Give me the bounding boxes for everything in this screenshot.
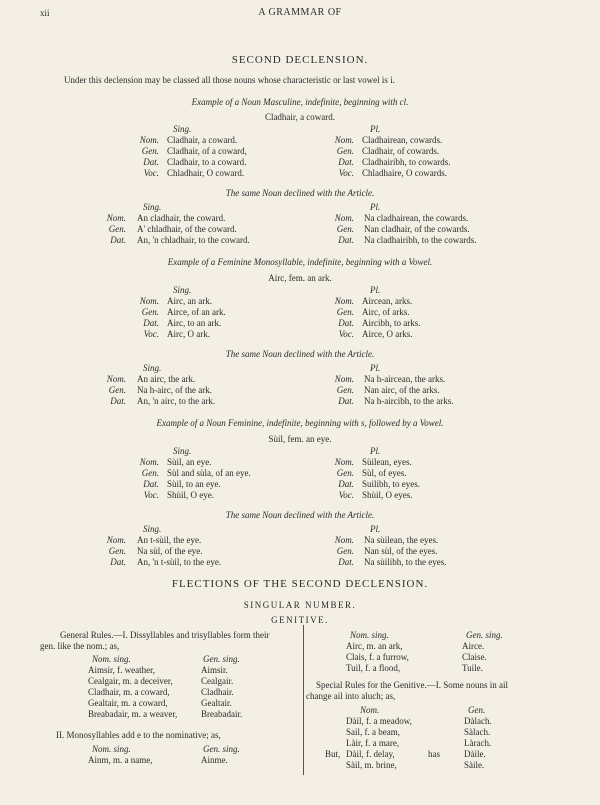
nom-entry: Dàil, f. delay, xyxy=(346,749,395,759)
nom-entry: Aimsir, f. weather, xyxy=(88,665,156,675)
form-entry: Cladhair, of cowards. xyxy=(362,146,440,156)
case-heading: GENITIVE. xyxy=(271,615,329,625)
pl-label: Pl. xyxy=(370,124,381,134)
gen-entry: Sàlach. xyxy=(464,727,491,737)
case-label: Gen. xyxy=(141,307,159,317)
case-label: Dat. xyxy=(338,318,354,328)
col-gen-sing: Gen. sing. xyxy=(203,744,240,754)
fem2-article-heading: The same Noun declined with the Article. xyxy=(225,510,375,520)
form-entry: Sùl, of eyes. xyxy=(362,468,407,478)
form-entry: A' chladhair, of the coward. xyxy=(137,224,237,234)
form-entry: Cladhairean, cowards. xyxy=(362,135,443,145)
case-label: Gen. xyxy=(108,546,126,556)
case-label: Dat. xyxy=(338,557,354,567)
case-label: Voc. xyxy=(338,168,354,178)
form-entry: Cladhair, of a coward, xyxy=(167,146,247,156)
case-label: Dat. xyxy=(338,396,354,406)
nom-entry: Tuil, f. a flood, xyxy=(346,663,401,673)
special-rules-line1: Special Rules for the Genitive.—I. Some nouns in ail xyxy=(316,680,508,690)
gen-entry: Breabadair. xyxy=(201,709,243,719)
case-label: Nom. xyxy=(334,135,354,145)
nom-entry: Ainm, m. a name, xyxy=(88,755,153,765)
gen-entry: Làrach. xyxy=(464,738,492,748)
general-rules-line2: gen. like the nom.; as, xyxy=(40,641,120,651)
nom-entry: Airc, m. an ark, xyxy=(346,641,403,651)
form-entry: An, 'n airc, to the ark. xyxy=(137,396,216,406)
case-label: Dat. xyxy=(110,235,126,245)
case-label: Voc. xyxy=(143,329,159,339)
form-entry: Na h-aircean, the arks. xyxy=(364,374,446,384)
masc-heading: Example of a Noun Masculine, indefinite, beginning with cl. xyxy=(191,97,409,107)
but-word: But, xyxy=(325,749,341,759)
form-entry: Aircean, arks. xyxy=(362,296,413,306)
gen-entry: Airce. xyxy=(462,641,485,651)
masc-article-heading: The same Noun declined with the Article. xyxy=(225,188,375,198)
pl-label: Pl. xyxy=(370,363,381,373)
col-gen-sing: Gen. sing. xyxy=(466,630,503,640)
gen-entry: Ainme. xyxy=(201,755,228,765)
case-label: Nom. xyxy=(334,535,354,545)
case-label: Dat. xyxy=(143,157,159,167)
column-divider xyxy=(303,625,304,775)
form-entry: Chladhair, O coward. xyxy=(167,168,245,178)
form-entry: Airc, to an ark. xyxy=(167,318,222,328)
nom-entry: Làir, f. a mare, xyxy=(346,738,400,748)
form-entry: Airc, O ark. xyxy=(167,329,210,339)
form-entry: An airc, the ark. xyxy=(137,374,196,384)
nom-entry: Cealgair, m. a deceiver, xyxy=(88,676,173,686)
form-entry: Airc, of arks. xyxy=(362,307,410,317)
case-label: Gen. xyxy=(336,146,354,156)
sing-label: Sing. xyxy=(143,524,162,534)
has-word: has xyxy=(428,749,440,759)
running-title: A GRAMMAR OF xyxy=(258,7,342,18)
form-entry: Sùil, an eye. xyxy=(167,457,212,467)
flections-title: FLECTIONS OF THE SECOND DECLENSION. xyxy=(171,578,429,590)
case-label: Voc. xyxy=(338,329,354,339)
masc-noun: Cladhair, a coward. xyxy=(264,112,336,122)
col-nom-sing: Nom. sing. xyxy=(92,654,131,664)
form-entry: An cladhair, the coward. xyxy=(137,213,226,223)
gen-entry: Dàlach. xyxy=(464,716,492,726)
case-label: Voc. xyxy=(338,490,354,500)
case-label: Dat. xyxy=(110,396,126,406)
form-entry: Airce, of an ark. xyxy=(167,307,226,317)
case-label: Nom. xyxy=(106,535,126,545)
gen-entry: Aimsir. xyxy=(201,665,228,675)
form-entry: Cladhair, a coward. xyxy=(167,135,238,145)
form-entry: Airce, O arks. xyxy=(362,329,413,339)
form-entry: Na sùl, of the eye. xyxy=(137,546,203,556)
case-label: Nom. xyxy=(139,296,159,306)
pl-label: Pl. xyxy=(370,285,381,295)
case-label: Gen. xyxy=(141,468,159,478)
fem-noun: Airc, fem. an ark. xyxy=(268,273,332,283)
pl-label: Pl. xyxy=(370,202,381,212)
form-entry: Aircibh, to arks. xyxy=(362,318,421,328)
case-label: Dat. xyxy=(338,157,354,167)
general-rules-line1: General Rules.—I. Dissyllables and trisyllables form their xyxy=(60,630,270,640)
fem-heading: Example of a Feminine Monosyllable, indefinite, beginning with a Vowel. xyxy=(167,257,433,267)
form-entry: Sùl and sùla, of an eye. xyxy=(167,468,251,478)
case-label: Nom. xyxy=(106,374,126,384)
col-gen: Gen. xyxy=(468,705,486,715)
case-label: Dat. xyxy=(338,479,354,489)
sing-label: Sing. xyxy=(143,363,162,373)
gen-entry: Tuile. xyxy=(462,663,483,673)
page-number: xii xyxy=(40,8,50,18)
form-entry: Nan cladhair, of the cowards. xyxy=(364,224,470,234)
fem2-heading: Example of a Noun Feminine, indefinite, beginning with s, followed by a Vowel. xyxy=(156,418,444,428)
intro-text: Under this declension may be classed all those nouns whose characteristic or last vowel is i. xyxy=(64,75,395,85)
nom-entry: Sàil, m. brine, xyxy=(346,760,397,770)
case-label: Dat. xyxy=(110,557,126,567)
col-nom-sing: Nom. sing. xyxy=(92,744,131,754)
special-rules-line2: change ail into aluch; as, xyxy=(306,691,396,701)
gen-entry: Cealgair. xyxy=(201,676,234,686)
gen-entry: Dàile. xyxy=(464,749,486,759)
form-entry: Suilibh, to eyes. xyxy=(362,479,420,489)
case-label: Nom. xyxy=(334,213,354,223)
form-entry: Na cladhairibh, to the cowards. xyxy=(364,235,477,245)
form-entry: Chladhaire, O cowards. xyxy=(362,168,447,178)
form-entry: Cladhair, to a coward. xyxy=(167,157,247,167)
fem-article-heading: The same Noun declined with the Article. xyxy=(225,349,375,359)
case-label: Nom. xyxy=(106,213,126,223)
rule-two: II. Monosyllables add e to the nominative; as, xyxy=(56,730,221,740)
form-entry: Shùil, O eyes. xyxy=(362,490,413,500)
case-label: Gen. xyxy=(141,146,159,156)
form-entry: Na h-airc, of the ark. xyxy=(137,385,212,395)
form-entry: Nan airc, of the arks. xyxy=(364,385,440,395)
col-gen-sing: Gen. sing. xyxy=(203,654,240,664)
form-entry: Na cladhairean, the cowards. xyxy=(364,213,469,223)
number-heading: SINGULAR NUMBER. xyxy=(243,600,357,610)
case-label: Dat. xyxy=(143,318,159,328)
form-entry: Sùilean, eyes. xyxy=(362,457,412,467)
case-label: Gen. xyxy=(336,385,354,395)
gen-entry: Sàile. xyxy=(464,760,485,770)
case-label: Gen. xyxy=(336,224,354,234)
nom-entry: Sail, f. a beam, xyxy=(346,727,400,737)
nom-entry: Clais, f. a furrow, xyxy=(346,652,409,662)
sing-label: Sing. xyxy=(173,124,192,134)
pl-label: Pl. xyxy=(370,446,381,456)
case-label: Nom. xyxy=(334,374,354,384)
form-entry: An, 'n chladhair, to the coward. xyxy=(137,235,250,245)
sing-label: Sing. xyxy=(173,285,192,295)
pl-label: Pl. xyxy=(370,524,381,534)
nom-entry: Breabadair, m. a weaver, xyxy=(88,709,178,719)
case-label: Nom. xyxy=(334,457,354,467)
gen-entry: Cladhair. xyxy=(201,687,234,697)
form-entry: Na sùilibh, to the eyes. xyxy=(364,557,447,567)
form-entry: Airc, an ark. xyxy=(167,296,212,306)
case-label: Gen. xyxy=(336,307,354,317)
form-entry: Nan sùl, of the eyes. xyxy=(364,546,438,556)
case-label: Dat. xyxy=(143,479,159,489)
case-label: Voc. xyxy=(143,168,159,178)
fem2-noun: Sùil, fem. an eye. xyxy=(268,434,332,444)
case-label: Dat. xyxy=(338,235,354,245)
nom-entry: Cladhair, m. a coward, xyxy=(88,687,170,697)
nom-entry: Gealtair, m. a coward, xyxy=(88,698,168,708)
case-label: Nom. xyxy=(139,457,159,467)
form-entry: Na h-aircibh, to the arks. xyxy=(364,396,454,406)
gen-entry: Claise. xyxy=(462,652,487,662)
case-label: Nom. xyxy=(334,296,354,306)
form-entry: Cladhairibh, to cowards. xyxy=(362,157,451,167)
case-label: Gen. xyxy=(336,546,354,556)
form-entry: An t-sùil, the eye. xyxy=(137,535,202,545)
section-title: SECOND DECLENSION. xyxy=(231,54,369,66)
form-entry: An, 'n t-sùil, to the eye. xyxy=(137,557,222,567)
nom-entry: Dàil, f. a meadow, xyxy=(346,716,412,726)
case-label: Voc. xyxy=(143,490,159,500)
form-entry: Shùil, O eye. xyxy=(167,490,214,500)
sing-label: Sing. xyxy=(173,446,192,456)
case-label: Gen. xyxy=(336,468,354,478)
form-entry: Sùil, to an eye. xyxy=(167,479,221,489)
case-label: Gen. xyxy=(108,224,126,234)
col-nom-sing: Nom. sing. xyxy=(350,630,389,640)
gen-entry: Gealtair. xyxy=(201,698,232,708)
sing-label: Sing. xyxy=(143,202,162,212)
form-entry: Na sùilean, the eyes. xyxy=(364,535,439,545)
case-label: Nom. xyxy=(139,135,159,145)
case-label: Gen. xyxy=(108,385,126,395)
col-nom: Nom. xyxy=(360,705,380,715)
